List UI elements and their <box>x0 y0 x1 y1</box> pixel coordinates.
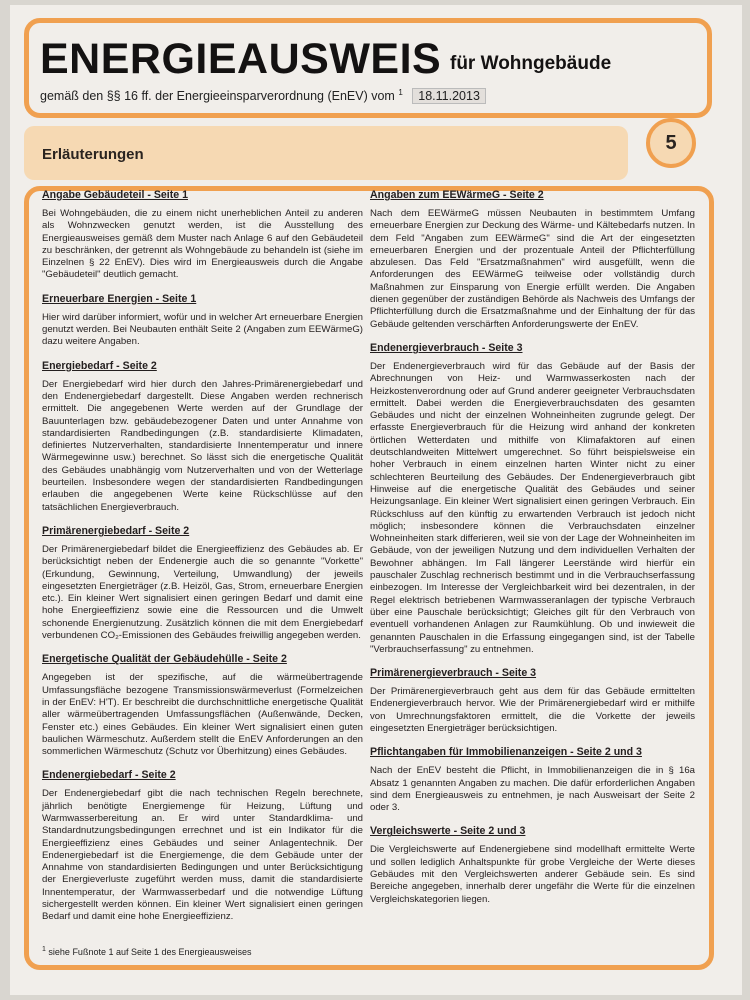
section-text: Der Primärenergiebedarf bildet die Energieeffizienz des Gebäudes ab. Er berücksichtigt neben der Endenergie auch die so genannte "Vorkette" (Erkundung, Gewinnung, Verteilung, Umwandlung) der jeweils eingesetzten Energieträger (z.B. Heizöl, Gas, Strom, erneuerbare Energien etc.). Ein kleiner Wert signalisiert einen geringen Bedarf und damit eine hohe Energieeffizienz sowie eine die Ressourcen und die Umwelt schonende Energienutzung. Zusätzlich können die mit dem Energiebedarf verbundenen CO₂-Emissionen des Gebäudes freiwillig angegeben werden. <box>42 543 363 642</box>
section-heading: Angaben zum EEWärmeG - Seite 2 <box>370 189 544 201</box>
section-text: Nach dem EEWärmeG müssen Neubauten in bestimmtem Umfang erneuerbare Energien zur Deckung des Wärme- und Kältebedarfs nutzen. In dem Feld "Angaben zum EEWärmeG" sind die Art der eingesetzten erneuerbaren Energien und der prozentuale Anteil der Pflichterfüllung abzulesen. Das Feld "Ersatzmaßnahmen" wird ausgefüllt, wenn die Anforderungen des EEWärmeG teilweise oder vollständig durch Maßnahmen zur Einsparung von Energie erfüllt werden. Die Angaben dienen gegenüber der zuständigen Behörde als Nachweis des Umfangs der Pflichterfüllung durch die Ersatzmaßnahme und der Einhaltung der für das Gebäude geltenden verschärften Anforderungswerte der EnEV. <box>370 208 695 330</box>
section-pflichtangaben <box>370 745 695 814</box>
section-heading: Energiebedarf - Seite 2 <box>42 359 157 372</box>
section-heading: Primärenergieverbrauch - Seite 3 <box>370 667 537 680</box>
section-text: Hier wird darüber informiert, wofür und in welcher Art erneuerbare Energien genutzt werden. Bei Neubauten enthält Seite 2 (Angaben zum EEWärmeG) dazu weitere Angaben. <box>42 311 363 348</box>
left-column <box>42 188 363 934</box>
section-gebaeudehuelle <box>42 652 363 758</box>
page-number-badge: 5 <box>646 118 696 168</box>
section-heading: Vergleichswerte - Seite 2 und 3 <box>370 825 526 838</box>
section-heading: Pflichtangaben für Immobilienanzeigen - Seite 2 und 3 <box>370 746 642 759</box>
section-heading: Endenergieverbrauch - Seite 3 <box>370 341 523 354</box>
section-text: Der Primärenergieverbrauch geht aus dem für das Gebäude ermittelten Endenergieverbrauch hervor. Wie der Primärenergiebedarf wird er mithilfe von Umrechnungsfaktoren ermittelt, die die Vorkette der jeweils eingesetzten Energieträger berücksichtigen. <box>370 686 695 734</box>
section-text: Die Vergleichswerte auf Endenergiebene sind modellhaft ermittelte Werte und sollen lediglich Anhaltspunkte für grobe Vergleiche der Werte dieses Gebäudes mit den Vergleichswerten anderer Gebäude sein. Es sind Bereiche angegeben, innerhalb derer ungefähr die Werte für die einzelnen Vergleichskategorien liegen. <box>370 844 695 905</box>
document-title: ENERGIEAUSWEIS <box>40 35 442 83</box>
section-eewaermeg <box>370 188 695 331</box>
section-endenergieverbrauch <box>370 341 695 656</box>
legal-reference-text: gemäß den §§ 16 ff. der Energieeinsparverordnung (EnEV) vom <box>40 89 395 104</box>
section-gebaeudeteil <box>42 188 363 282</box>
document-subtitle: für Wohngebäude <box>450 53 612 74</box>
footnote <box>42 946 252 957</box>
section-text: Der Energiebedarf wird hier durch den Jahres-Primärenergiebedarf und den Endenergiebedarf dargestellt. Diese Angaben werden rechnerisch ermittelt. Die angegebenen Werte werden auf der Grundlage der Bauunterlagen bzw. gebäudebezogener Daten und unter Annahme von standardisierten Randbedingungen (z.B. standardisierte Klimadaten, definiertes Nutzerverhalten, standardisierte Innentemperatur und innere Wärmegewinne usw.) berechnet. So lässt sich die energetische Qualität des Gebäudes unabhängig vom Nutzerverhalten und von der Wetterlage beurteilen. Insbesondere wegen der standardisierten Randbedingungen erlauben die angegebenen Werte keine Rückschlüsse auf den tatsächlichen Energieverbrauch. <box>42 378 363 513</box>
section-erneuerbare-energien <box>42 292 363 349</box>
section-text: Bei Wohngebäuden, die zu einem nicht unerheblichen Anteil zu anderen als Wohnzwecken genutzt werden, ist die Ausstellung des Energieausweises gemäß dem Muster nach Anlage 6 auf den Gebäudeteil zu beschränken, der getrennt als Wohngebäude zu behandeln ist (siehe im Einzelnen § 22 EnEV). Dies wird im Energieausweis durch die Angabe "Gebäudeteil" deutlich gemacht. <box>42 208 363 281</box>
section-heading: Primärenergiebedarf - Seite 2 <box>42 524 190 537</box>
section-primaerenergieverbrauch <box>370 666 695 735</box>
section-text: Nach der EnEV besteht die Pflicht, in Immobilienanzeigen die in § 16a Absatz 1 genannten Angaben zu machen. Die dafür erforderlichen Angaben sind dem Energieausweis zu entnehmen, je nach Ausweisart der Seite 2 oder 3. <box>370 765 695 814</box>
section-text: Angegeben ist der spezifische, auf die wärmeübertragende Umfassungsfläche bezogene Transmissionswärmeverlust (Formelzeichen in der EnEV: H'T). Er beschreibt die durchschnittliche energetische Qualität aller wärmeübertragenden Umfassungsflächen (Außenwände, Decken, Fenster etc.) eines Gebäudes. Ein kleiner Wert signalisiert einen guten baulichen Wärmeschutz. Außerdem stellt die EnEV Anforderungen an den sommerlichen Wärmeschutz (Schutz vor Überhitzung) eines Gebäudes. <box>42 672 363 758</box>
section-title: Erläuterungen <box>42 146 144 163</box>
footnote-text: siehe Fußnote 1 auf Seite 1 des Energieausweises <box>48 947 252 957</box>
issue-date: 18.11.2013 <box>412 88 486 104</box>
section-heading: Erneuerbare Energien - Seite 1 <box>42 292 197 305</box>
section-text: Der Endenergiebedarf gibt die nach technischen Regeln berechnete, jährlich benötigte Energiemenge für Heizung, Lüftung und Warmwasserbereitung an. Er wird unter Standardklima- und Standardnutzungsbedingungen errechnet und ist ein Indikator für die Energieeffizienz eines Gebäudes und seiner Anlagentechnik. Der Endenergiebedarf ist die Energiemenge, die dem Gebäude unter der Annahme von standardisierten Bedingungen und unter Berücksichtigung der Energieverluste zugeführt werden muss, damit die standardisierte Innentemperatur, der Warmwasserbedarf und die notwendige Lüftung sichergestellt werden können. Ein kleiner Wert signalisiert einen geringen Bedarf und damit eine hohe Energieeffizienz. <box>42 788 363 923</box>
section-heading: Endenergiebedarf - Seite 2 <box>42 769 176 782</box>
section-energiebedarf <box>42 359 363 514</box>
section-endenergiebedarf <box>42 768 363 923</box>
section-text: Der Endenergieverbrauch wird für das Gebäude auf der Basis der Abrechnungen von Heiz- und Warmwasserkosten nach der Heizkostenverordnung oder auf Grund anderer geeigneter Verbrauchsdaten ermittelt. Dabei werden die Energieverbrauchsdaten des gesamten Gebäudes und nicht der einzelnen Wohneinheiten zugrunde gelegt. Der erfasste Energieverbrauch für die Heizung wird anhand der konkreten örtlichen Wetterdaten und mithilfe von Klimafaktoren auf einen deutschlandweiten Mittelwert umgerechnet. So führt beispielsweise ein hoher Verbrauch in einem einzelnen harten Winter nicht zu einer schlechteren Beurteilung des Gebäudes. Der Endenergieverbrauch gibt Hinweise auf die energetische Qualität des Gebäudes und seiner Heizungsanlage. Ein kleiner Wert signalisiert einen geringen Verbrauch. Ein Rückschluss auf den künftig zu erwartenden Verbrauch ist jedoch nicht möglich; insbesondere können die Verbrauchsdaten einzelner Wohneinheiten stark differieren, weil sie von der Lage der Wohneinheiten im Gebäude, von der jeweiligen Nutzung und dem individuellen Verhalten der Bewohner abhängen. Im Fall längerer Leerstände wird hierfür ein pauschaler Zuschlag rechnerisch bestimmt und in die Verbrauchserfassung einbezogen. Im Interesse der Vergleichbarkeit wird bei dezentralen, in der Regel elektrisch betriebenen Warmwasseranlagen der typische Verbrauch über eine Pauschale berücksichtigt; Gleiches gilt für den Verbrauch von eventuell vorhandenen Anlagen zur Raumkühlung. Ob und inwieweit die genannten Pauschalen in die Erfassung eingegangen sind, ist der Tabelle "Verbrauchserfassung" zu entnehmen. <box>370 360 695 655</box>
footnote-marker: 1 <box>398 88 403 97</box>
right-column <box>370 188 695 916</box>
section-primaerenergiebedarf <box>42 524 363 642</box>
section-heading: Energetische Qualität der Gebäudehülle - Seite 2 <box>42 653 287 666</box>
footnote-mark: 1 <box>42 946 46 953</box>
section-heading: Angabe Gebäudeteil - Seite 1 <box>42 189 188 201</box>
section-vergleichswerte <box>370 824 695 905</box>
legal-reference <box>40 88 486 104</box>
